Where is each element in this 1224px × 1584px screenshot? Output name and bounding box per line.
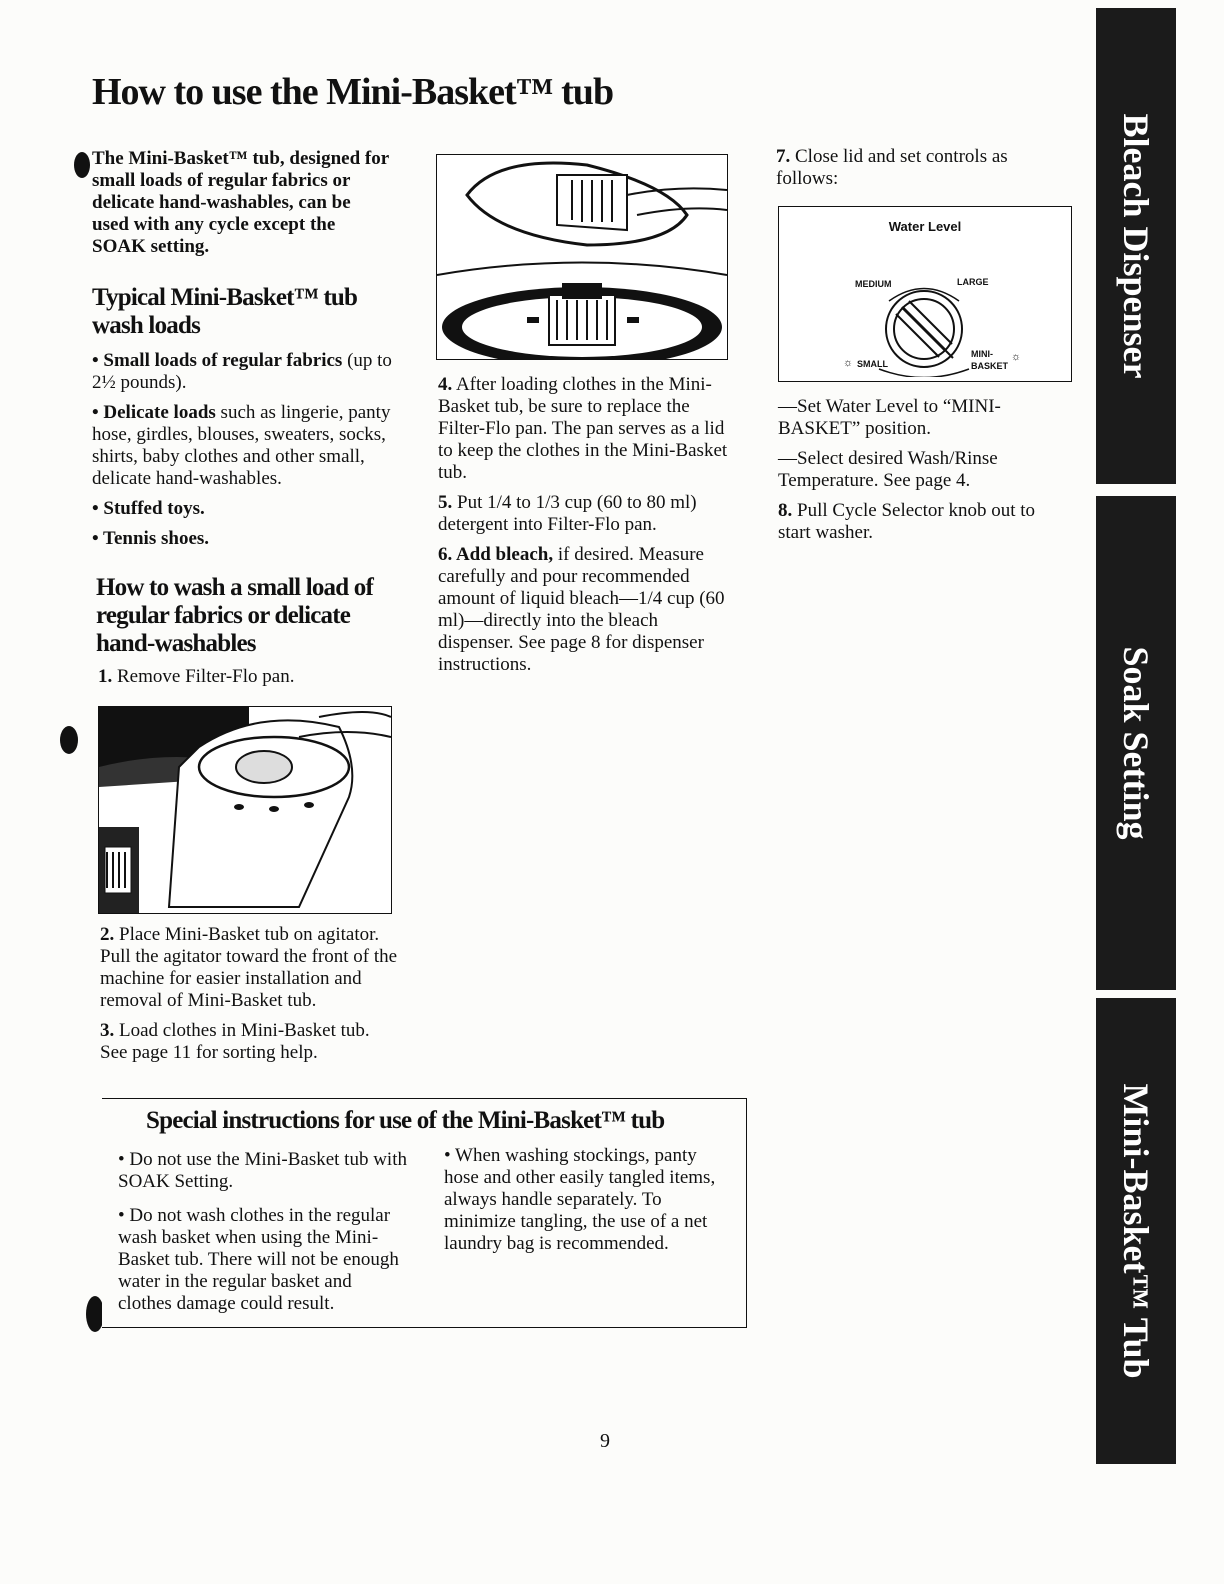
dial-label-basket: BASKET bbox=[971, 361, 1009, 371]
tab-soak-setting[interactable]: Soak Setting bbox=[1096, 496, 1176, 990]
typical-loads-list bbox=[92, 350, 402, 558]
step-8: 8. Pull Cycle Selector knob out to start washer. bbox=[778, 500, 1036, 543]
binder-hole bbox=[60, 726, 78, 754]
illustration-remove-pan bbox=[98, 706, 392, 914]
list-item: • Tennis shoes. bbox=[92, 528, 210, 549]
step-1: 1. Remove Filter-Flo pan. bbox=[98, 666, 295, 687]
sun-icon: ☼ bbox=[1011, 351, 1022, 363]
step-7: 7. Close lid and set controls as follows: bbox=[776, 146, 1008, 189]
special-col-left bbox=[118, 1149, 410, 1327]
tab-bleach-dispenser[interactable]: Bleach Dispenser bbox=[1096, 8, 1176, 484]
step-4: 4. After loading clothes in the Mini-Basket tub, be sure to replace the Filter-Flo pan. The pan serves as a lid to keep the clothes in the Mini-Basket tub. bbox=[438, 374, 728, 483]
binder-hole bbox=[74, 152, 90, 178]
tab-mini-basket-tub[interactable]: Mini-Basket™ Tub bbox=[1096, 998, 1176, 1464]
special-instructions-heading: Special instructions for use of the Mini-Basket™ tub bbox=[146, 1107, 665, 1134]
dash-2: —Select desired Wash/Rinse Temperature. See page 4. bbox=[778, 448, 998, 491]
page-title: How to use the Mini-Basket™ tub bbox=[92, 71, 614, 113]
step-5: 5. Put 1/4 to 1/3 cup (60 to 80 ml) detergent into Filter-Flo pan. bbox=[438, 492, 697, 535]
special-instructions-box bbox=[102, 1098, 747, 1328]
step-list-5 bbox=[778, 396, 1068, 552]
how-to-wash-heading: How to wash a small load of regular fabrics or delicate hand-washables bbox=[96, 574, 374, 657]
step-3: 3. Load clothes in Mini-Basket tub. See page 11 for sorting help. bbox=[100, 1020, 370, 1063]
page-number: 9 bbox=[600, 1430, 610, 1452]
step-list-2 bbox=[100, 924, 400, 1072]
special-col-right bbox=[444, 1145, 736, 1267]
step-list-4 bbox=[776, 146, 1066, 198]
list-item: • Small loads of regular fabrics (up to 2½ pounds). bbox=[92, 350, 392, 393]
typical-loads-heading: Typical Mini-Basket™ tub wash loads bbox=[92, 284, 358, 339]
step-list-1 bbox=[98, 666, 408, 696]
dial-label-medium: MEDIUM bbox=[855, 279, 892, 289]
intro-text: The Mini-Basket™ tub, designed for small loads of regular fabrics or delicate hand-washables, can be used with any cycle except the SOAK setting. bbox=[92, 148, 389, 257]
step-6: 6. Add bleach, if desired. Measure carefully and pour recommended amount of liquid bleach—1/4 cup (60 ml)—directly into the bleach dispenser. See page 8 for dispenser instructions. bbox=[438, 544, 725, 675]
dial-title: Water Level bbox=[888, 219, 962, 234]
water-level-knob[interactable] bbox=[869, 281, 979, 377]
list-item: • Delicate loads such as lingerie, panty hose, girdles, blouses, sweaters, socks, shirts, baby clothes and other small, delicate hand-washables. bbox=[92, 402, 391, 489]
list-item: • Do not wash clothes in the regular wash basket when using the Mini-Basket tub. There will not be enough water in the regular basket and clothes damage could result. bbox=[118, 1205, 399, 1314]
list-item: • Do not use the Mini-Basket tub with SOAK Setting. bbox=[118, 1149, 407, 1192]
dial-label-large: LARGE bbox=[957, 277, 989, 287]
step-2: 2. Place Mini-Basket tub on agitator. Pull the agitator toward the front of the machine for easier installation and removal of Mini-Basket tub. bbox=[100, 924, 398, 1011]
step-list-3 bbox=[438, 374, 738, 684]
dial-label-small: SMALL bbox=[857, 359, 888, 369]
list-item: • Stuffed toys. bbox=[92, 498, 205, 519]
dial-label-mini: MINI- bbox=[971, 349, 993, 359]
illustration-replace-pan bbox=[436, 154, 728, 360]
dash-1: —Set Water Level to “MINI-BASKET” position. bbox=[778, 396, 1001, 439]
list-item: • When washing stockings, panty hose and other easily tangled items, always handle separately. To minimize tangling, the use of a net laundry bag is recommended. bbox=[444, 1145, 716, 1254]
water-level-dial-panel bbox=[778, 206, 1072, 382]
sun-icon: ☼ bbox=[843, 357, 854, 369]
